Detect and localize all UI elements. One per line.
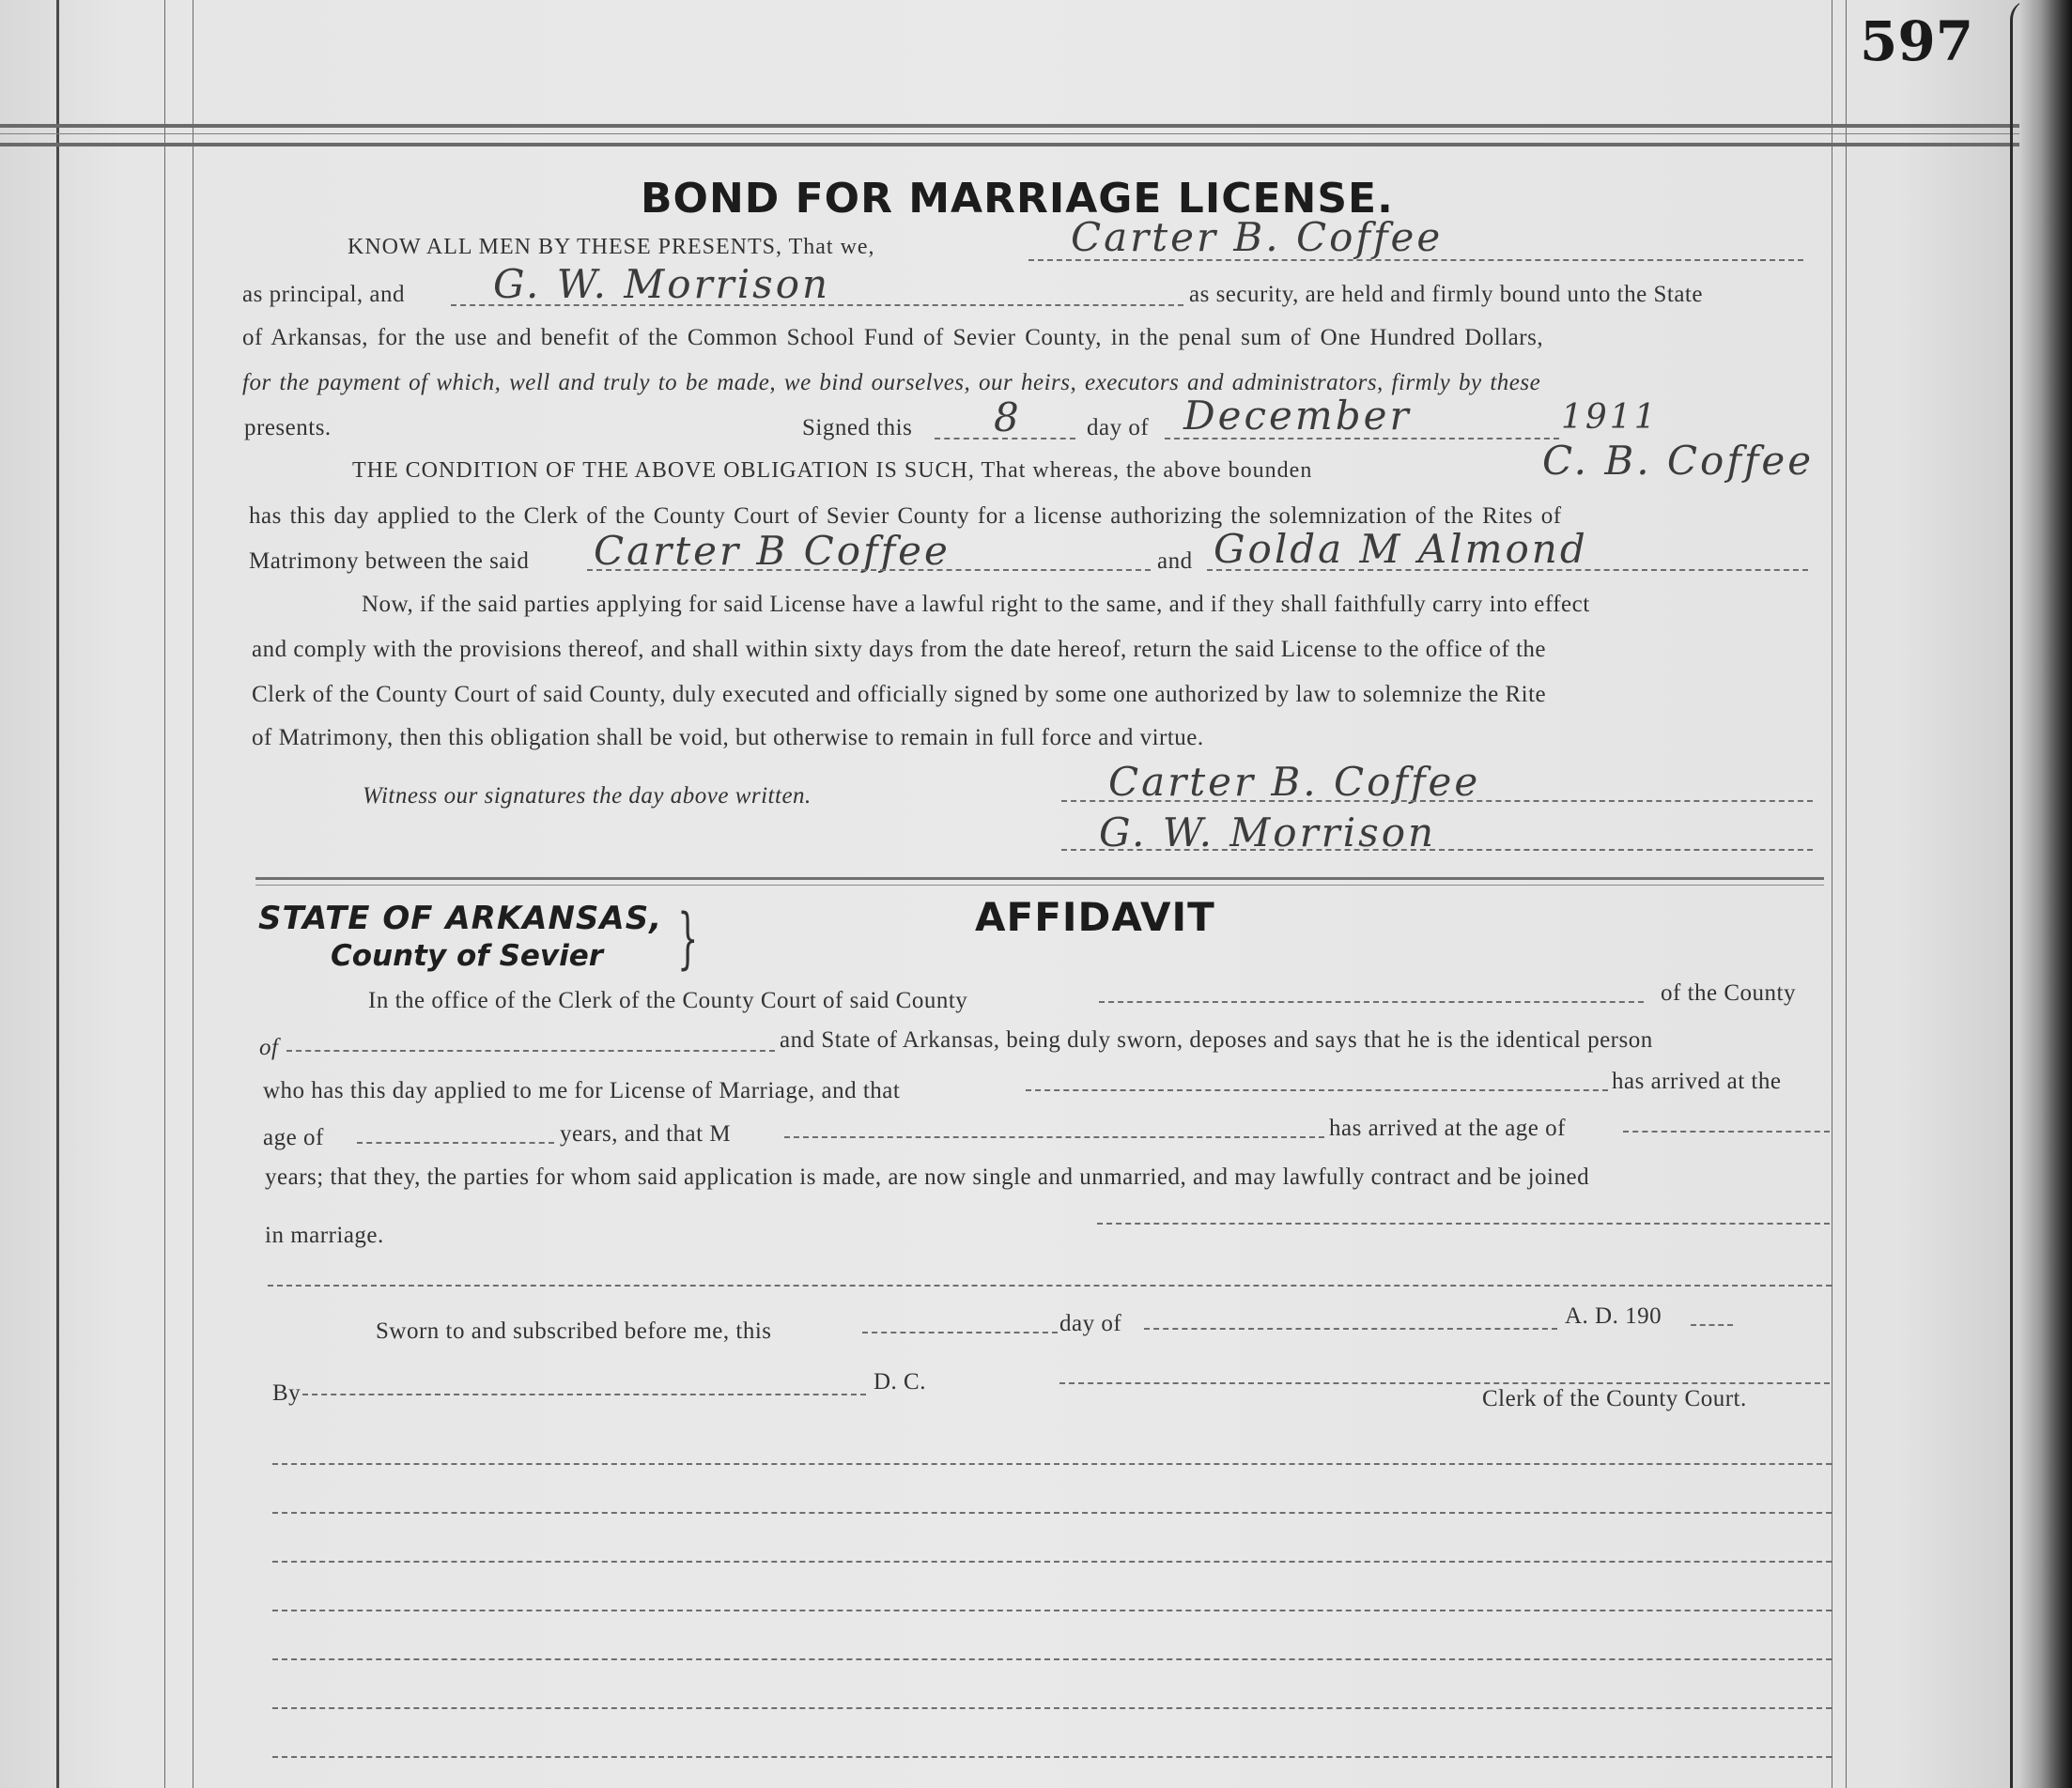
- blank-line: [272, 1561, 1832, 1563]
- principal-name: Carter B. Coffee: [1071, 214, 1444, 260]
- bond-line-2-prefix: as principal, and: [242, 282, 406, 307]
- blank-line: [272, 1658, 1832, 1660]
- and-label: and: [1157, 548, 1193, 574]
- book-edge: [2019, 0, 2072, 1788]
- section-divider: [255, 885, 1824, 886]
- blank-line: [272, 1610, 1832, 1611]
- blank-line: [1144, 1328, 1557, 1330]
- margin-rule: [164, 0, 165, 1788]
- blank-line: [935, 438, 1075, 439]
- signed-year: 1911: [1561, 398, 1659, 437]
- affidavit-line-1-prefix: In the office of the Clerk of the County Court of said County: [368, 988, 968, 1013]
- section-divider: [255, 877, 1824, 880]
- bond-line-7: has this day applied to the Clerk of the County Court of Sevier County for a license authorizing the solemnization of the Rites of: [249, 503, 1562, 529]
- signature-principal: Carter B. Coffee: [1108, 759, 1481, 805]
- blank-line: [272, 1463, 1832, 1465]
- page-number: 597: [1860, 9, 1974, 73]
- blank-line: [1059, 1382, 1830, 1384]
- witness-line: Witness our signatures the day above written.: [363, 783, 812, 809]
- signed-day: 8: [994, 394, 1022, 440]
- bond-line-5-prefix: presents.: [244, 415, 332, 440]
- sworn-line-prefix: Sworn to and subscribed before me, this: [376, 1318, 772, 1344]
- bond-line-9: Now, if the said parties applying for said License have a lawful right to the same, and if they shall faithfully carry into effect: [362, 592, 1590, 617]
- blank-line: [1207, 569, 1808, 571]
- sworn-day-of: day of: [1059, 1311, 1122, 1336]
- affidavit-line-5: years; that they, the parties for whom said application is made, are now single and unmarried, and may lawfully contract and be joined: [265, 1164, 1590, 1190]
- blank-line: [1026, 1089, 1608, 1091]
- affidavit-line-6: in marriage.: [265, 1223, 384, 1248]
- blank-line: [1028, 259, 1803, 261]
- blank-line: [862, 1332, 1058, 1333]
- signed-month: December: [1183, 393, 1412, 439]
- blank-line: [272, 1512, 1832, 1514]
- affidavit-line-3-prefix: who has this day applied to me for License of Marriage, and that: [263, 1078, 901, 1103]
- blank-line: [1623, 1131, 1830, 1133]
- blank-line: [268, 1285, 1832, 1287]
- bounden-name: C. B. Coffee: [1542, 438, 1815, 484]
- by-label: By: [272, 1380, 302, 1406]
- header-band: [0, 143, 2019, 146]
- bond-line-3: of Arkansas, for the use and benefit of the Common School Fund of Sevier County, in the penal sum of One Hundred Dollars,: [242, 325, 1544, 350]
- blank-line: [1097, 1223, 1830, 1225]
- affidavit-line-2-prefix: of: [259, 1035, 279, 1060]
- binding-line: [56, 0, 59, 1788]
- bond-line-4: for the payment of which, well and truly to be made, we bind ourselves, our heirs, executors and administrators, firmly by these: [242, 370, 1541, 395]
- bond-line-10: and comply with the provisions thereof, and shall within sixty days from the date hereof, return the said License to the office of the: [252, 637, 1546, 662]
- bride-name: Golda M Almond: [1214, 526, 1588, 572]
- affidavit-line-4-suffix: has arrived at the age of: [1329, 1116, 1566, 1141]
- sworn-ad: A. D. 190: [1565, 1303, 1662, 1329]
- blank-line: [784, 1136, 1324, 1138]
- signature-security: G. W. Morrison: [1099, 809, 1437, 855]
- security-name: G. W. Morrison: [493, 261, 831, 307]
- affidavit-title: AFFIDAVIT: [975, 894, 1215, 940]
- header-band: [0, 124, 2019, 128]
- blank-line: [357, 1142, 554, 1144]
- affidavit-line-4-mid: years, and that M: [560, 1121, 732, 1147]
- header-band: [0, 133, 2019, 134]
- blank-line: [1099, 1001, 1644, 1003]
- affidavit-line-3-suffix: has arrived at the: [1612, 1069, 1782, 1094]
- affidavit-line-4-prefix: age of: [263, 1125, 324, 1150]
- bond-line-2-suffix: as security, are held and firmly bound unto the State: [1189, 282, 1703, 307]
- brace: }: [677, 900, 699, 977]
- affidavit-line-2-suffix: and State of Arkansas, being duly sworn, deposes and says that he is the identical person: [780, 1027, 1653, 1053]
- bond-line-11: Clerk of the County Court of said County, duly executed and officially signed by some one authorized by law to solemnize the Rite: [252, 682, 1547, 707]
- bond-title: BOND FOR MARRIAGE LICENSE.: [641, 175, 1394, 223]
- bond-line-1: KNOW ALL MEN BY THESE PRESENTS, That we,: [348, 235, 875, 259]
- blank-line: [451, 304, 1183, 306]
- day-of-label: day of: [1087, 415, 1150, 440]
- blank-line: [1691, 1324, 1733, 1326]
- county-heading: County of Sevier: [331, 939, 604, 973]
- dc-label: D. C.: [874, 1369, 926, 1395]
- state-heading: STATE OF ARKANSAS,: [258, 900, 663, 937]
- bond-line-12: of Matrimony, then this obligation shall be void, but otherwise to remain in full force and virtue.: [252, 725, 1204, 750]
- groom-name: Carter B Coffee: [594, 528, 951, 574]
- blank-line: [286, 1050, 775, 1052]
- condition-line: THE CONDITION OF THE ABOVE OBLIGATION IS SUCH, That whereas, the above bounden: [352, 458, 1313, 483]
- bond-line-8-prefix: Matrimony between the said: [249, 548, 530, 574]
- signed-this-label: Signed this: [802, 415, 913, 440]
- clerk-label: Clerk of the County Court.: [1482, 1386, 1747, 1411]
- blank-line: [302, 1394, 866, 1395]
- affidavit-line-1-suffix: of the County: [1661, 980, 1796, 1006]
- blank-line: [587, 569, 1151, 571]
- blank-line: [1165, 438, 1559, 439]
- signature-line: [1061, 800, 1813, 802]
- signature-line: [1061, 849, 1813, 851]
- margin-rule: [1846, 0, 1847, 1788]
- blank-line: [272, 1707, 1832, 1709]
- blank-line: [272, 1756, 1832, 1758]
